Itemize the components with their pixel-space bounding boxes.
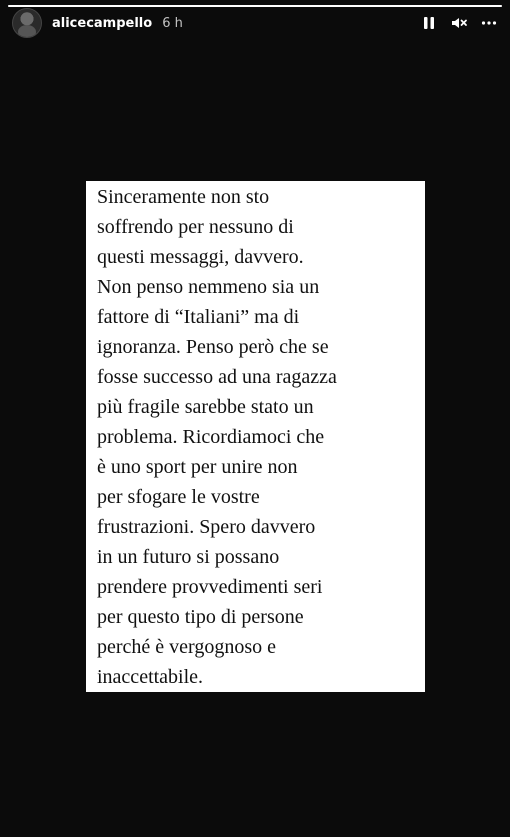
pause-icon[interactable]: [420, 14, 438, 32]
avatar[interactable]: [12, 8, 42, 38]
post-time: 6 h: [162, 15, 183, 31]
more-icon[interactable]: [480, 14, 498, 32]
mute-icon[interactable]: [450, 14, 468, 32]
story-controls: [420, 14, 498, 32]
story-header: [12, 8, 498, 38]
story-progress-bar: [8, 5, 502, 7]
story-progress-fill: [8, 5, 502, 7]
story-text: Sinceramente non sto soffrendo per nessuno di questi messaggi, davvero. Non penso nemmeno sia un fattore di “Italiani” ma di ignoranza. Penso però che se fosse successo ad una ragazza più fragile sarebbe stato un problema. Ricordiamoci che è uno sport per unire non per sfogare le vostre frustrazioni. Spero davvero in un futuro si possano prendere provvedimenti seri per questo tipo di persone perché è vergognoso e inaccettabile.: [97, 186, 337, 688]
username[interactable]: alicecampello: [52, 15, 153, 31]
story-text-card: [86, 181, 425, 692]
